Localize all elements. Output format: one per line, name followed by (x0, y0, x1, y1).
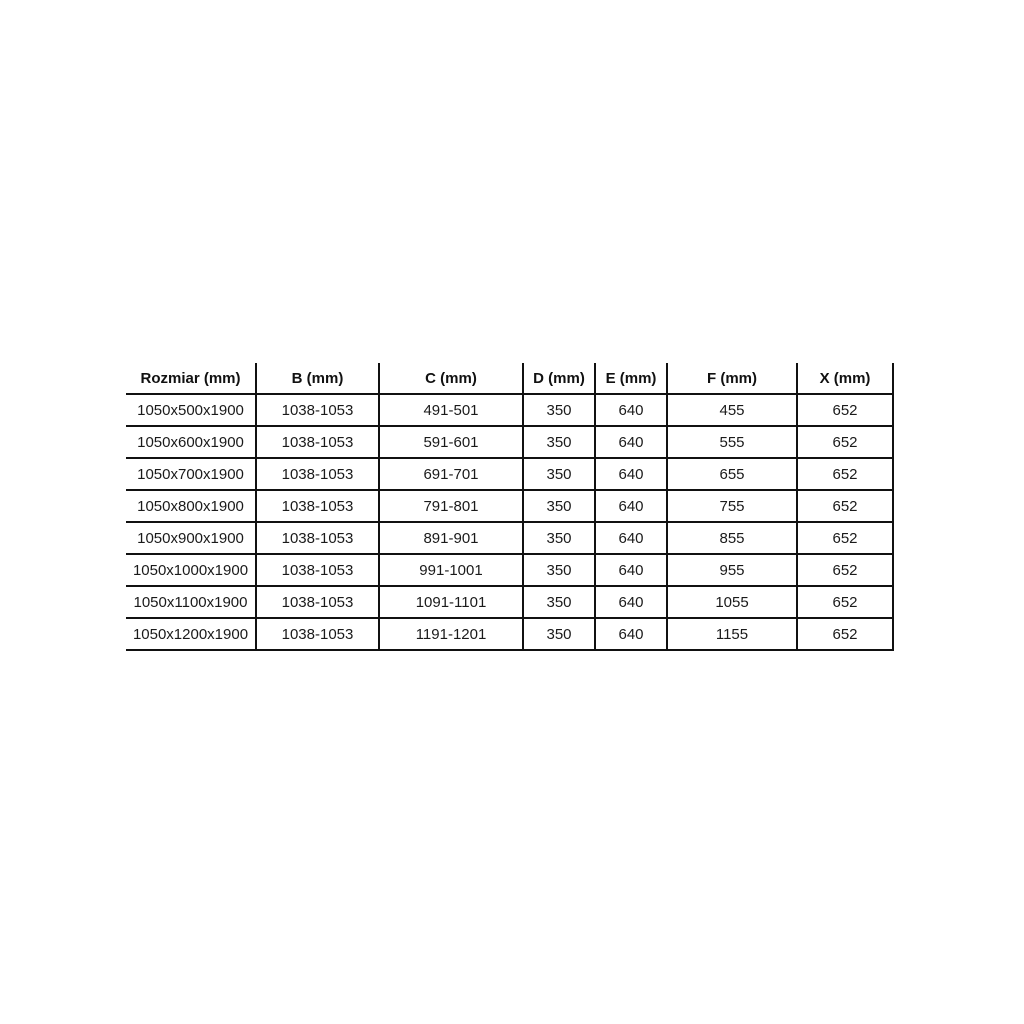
column-header-f: F (mm) (667, 363, 797, 394)
cell-c: 791-801 (379, 490, 523, 522)
cell-e: 640 (595, 426, 667, 458)
cell-rozmiar: 1050x600x1900 (126, 426, 256, 458)
table-row (126, 586, 893, 618)
cell-d: 350 (523, 586, 595, 618)
cell-x: 652 (797, 458, 893, 490)
table-row (126, 490, 893, 522)
cell-rozmiar: 1050x500x1900 (126, 394, 256, 426)
cell-x: 652 (797, 618, 893, 650)
cell-d: 350 (523, 394, 595, 426)
cell-c: 891-901 (379, 522, 523, 554)
cell-f: 455 (667, 394, 797, 426)
cell-d: 350 (523, 490, 595, 522)
cell-e: 640 (595, 522, 667, 554)
cell-f: 1155 (667, 618, 797, 650)
cell-b: 1038-1053 (256, 618, 379, 650)
cell-x: 652 (797, 426, 893, 458)
cell-d: 350 (523, 618, 595, 650)
cell-e: 640 (595, 458, 667, 490)
column-header-x: X (mm) (797, 363, 893, 394)
cell-x: 652 (797, 586, 893, 618)
cell-f: 955 (667, 554, 797, 586)
cell-rozmiar: 1050x700x1900 (126, 458, 256, 490)
cell-d: 350 (523, 426, 595, 458)
cell-f: 555 (667, 426, 797, 458)
cell-rozmiar: 1050x800x1900 (126, 490, 256, 522)
cell-rozmiar: 1050x1000x1900 (126, 554, 256, 586)
cell-d: 350 (523, 522, 595, 554)
cell-rozmiar: 1050x1100x1900 (126, 586, 256, 618)
cell-e: 640 (595, 618, 667, 650)
table-row (126, 522, 893, 554)
column-header-e: E (mm) (595, 363, 667, 394)
cell-b: 1038-1053 (256, 586, 379, 618)
cell-rozmiar: 1050x900x1900 (126, 522, 256, 554)
cell-c: 1191-1201 (379, 618, 523, 650)
cell-f: 1055 (667, 586, 797, 618)
table-row (126, 618, 893, 650)
cell-e: 640 (595, 554, 667, 586)
cell-f: 655 (667, 458, 797, 490)
column-header-c: C (mm) (379, 363, 523, 394)
cell-x: 652 (797, 490, 893, 522)
column-header-b: B (mm) (256, 363, 379, 394)
cell-c: 491-501 (379, 394, 523, 426)
cell-e: 640 (595, 394, 667, 426)
table-row (126, 426, 893, 458)
cell-e: 640 (595, 490, 667, 522)
cell-f: 855 (667, 522, 797, 554)
cell-e: 640 (595, 586, 667, 618)
cell-x: 652 (797, 554, 893, 586)
cell-x: 652 (797, 394, 893, 426)
cell-b: 1038-1053 (256, 426, 379, 458)
cell-rozmiar: 1050x1200x1900 (126, 618, 256, 650)
dimensions-table (126, 363, 894, 651)
cell-f: 755 (667, 490, 797, 522)
table-row (126, 458, 893, 490)
cell-b: 1038-1053 (256, 522, 379, 554)
header-row (126, 363, 893, 394)
cell-c: 1091-1101 (379, 586, 523, 618)
column-header-rozmiar: Rozmiar (mm) (126, 363, 256, 394)
cell-b: 1038-1053 (256, 458, 379, 490)
table-row (126, 394, 893, 426)
cell-b: 1038-1053 (256, 490, 379, 522)
table-row (126, 554, 893, 586)
cell-b: 1038-1053 (256, 554, 379, 586)
cell-c: 591-601 (379, 426, 523, 458)
cell-d: 350 (523, 458, 595, 490)
cell-b: 1038-1053 (256, 394, 379, 426)
cell-c: 691-701 (379, 458, 523, 490)
column-header-d: D (mm) (523, 363, 595, 394)
cell-d: 350 (523, 554, 595, 586)
cell-c: 991-1001 (379, 554, 523, 586)
cell-x: 652 (797, 522, 893, 554)
